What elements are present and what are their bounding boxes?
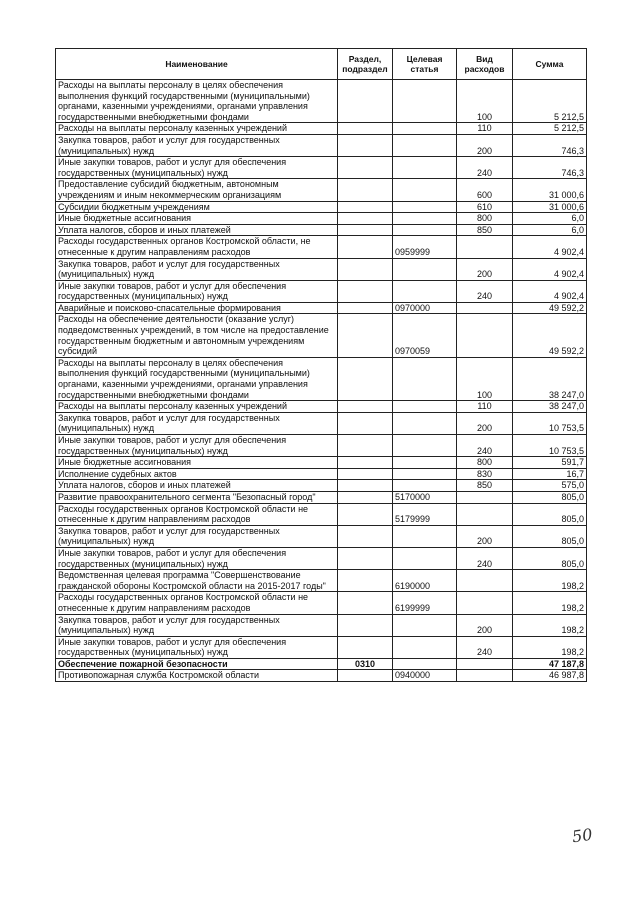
row-sum-cell: 805,0 — [513, 547, 587, 569]
row-sum-cell: 49 592,2 — [513, 314, 587, 357]
row-article-cell — [393, 357, 457, 400]
row-section-cell — [338, 435, 393, 457]
row-article-cell — [393, 179, 457, 201]
row-article-cell — [393, 614, 457, 636]
row-section-cell — [338, 592, 393, 614]
header-type: Вид расходов — [457, 49, 513, 80]
row-sum-cell: 198,2 — [513, 614, 587, 636]
row-sum-cell: 805,0 — [513, 525, 587, 547]
row-section-cell — [338, 357, 393, 400]
row-section-cell — [338, 457, 393, 469]
row-section-cell — [338, 134, 393, 156]
table-row — [56, 636, 587, 658]
row-type-cell: 110 — [457, 123, 513, 135]
row-type-cell: 240 — [457, 435, 513, 457]
row-sum-cell: 198,2 — [513, 636, 587, 658]
row-article-cell — [393, 435, 457, 457]
row-article-cell: 5179999 — [393, 503, 457, 525]
row-name-cell: Иные закупки товаров, работ и услуг для обеспечения государственных (муниципальных) нужд — [56, 157, 338, 179]
row-section-cell — [338, 525, 393, 547]
row-type-cell: 800 — [457, 213, 513, 225]
row-sum-cell: 746,3 — [513, 157, 587, 179]
row-sum-cell: 38 247,0 — [513, 401, 587, 413]
row-sum-cell: 5 212,5 — [513, 123, 587, 135]
row-name-cell: Расходы государственных органов Костромской области не отнесенные к другим направлениям расходов — [56, 503, 338, 525]
row-article-cell: 6190000 — [393, 570, 457, 592]
row-sum-cell: 198,2 — [513, 592, 587, 614]
row-name-cell: Расходы на выплаты персоналу казенных учреждений — [56, 123, 338, 135]
table-row — [56, 570, 587, 592]
row-type-cell — [457, 570, 513, 592]
row-section-cell — [338, 401, 393, 413]
row-section-cell — [338, 547, 393, 569]
row-type-cell: 200 — [457, 258, 513, 280]
row-article-cell — [393, 123, 457, 135]
row-type-cell — [457, 236, 513, 258]
row-article-cell — [393, 401, 457, 413]
row-sum-cell: 746,3 — [513, 134, 587, 156]
row-sum-cell: 198,2 — [513, 570, 587, 592]
row-section-cell — [338, 302, 393, 314]
row-article-cell — [393, 224, 457, 236]
table-row — [56, 224, 587, 236]
row-type-cell: 240 — [457, 157, 513, 179]
row-section-cell — [338, 570, 393, 592]
row-sum-cell: 805,0 — [513, 503, 587, 525]
row-article-cell — [393, 468, 457, 480]
row-name-cell: Иные закупки товаров, работ и услуг для обеспечения государственных (муниципальных) нужд — [56, 280, 338, 302]
row-sum-cell: 49 592,2 — [513, 302, 587, 314]
table-row — [56, 157, 587, 179]
budget-document — [55, 48, 587, 682]
row-type-cell: 850 — [457, 224, 513, 236]
row-sum-cell: 10 753,5 — [513, 435, 587, 457]
row-name-cell: Аварийные и поисково-спасательные формирования — [56, 302, 338, 314]
row-section-cell — [338, 670, 393, 682]
row-article-cell — [393, 157, 457, 179]
budget-table — [55, 48, 587, 682]
row-article-cell — [393, 480, 457, 492]
row-article-cell: 0959999 — [393, 236, 457, 258]
table-row — [56, 592, 587, 614]
table-row — [56, 357, 587, 400]
row-name-cell: Иные закупки товаров, работ и услуг для обеспечения государственных (муниципальных) нужд — [56, 547, 338, 569]
header-name: Наименование — [56, 49, 338, 80]
row-type-cell — [457, 503, 513, 525]
row-section-cell — [338, 636, 393, 658]
row-section-cell — [338, 80, 393, 123]
row-section-cell — [338, 201, 393, 213]
row-type-cell — [457, 302, 513, 314]
table-row — [56, 401, 587, 413]
row-article-cell — [393, 213, 457, 225]
row-sum-cell: 38 247,0 — [513, 357, 587, 400]
table-body — [56, 80, 587, 682]
row-section-cell — [338, 412, 393, 434]
row-name-cell: Закупка товаров, работ и услуг для государственных (муниципальных) нужд — [56, 134, 338, 156]
row-type-cell — [457, 658, 513, 670]
row-name-cell: Закупка товаров, работ и услуг для государственных (муниципальных) нужд — [56, 412, 338, 434]
table-row — [56, 480, 587, 492]
row-section-cell — [338, 280, 393, 302]
row-type-cell: 100 — [457, 80, 513, 123]
row-sum-cell: 31 000,6 — [513, 179, 587, 201]
header-section: Раздел, подраздел — [338, 49, 393, 80]
row-article-cell — [393, 258, 457, 280]
row-sum-cell: 10 753,5 — [513, 412, 587, 434]
row-type-cell: 850 — [457, 480, 513, 492]
row-name-cell: Развитие правоохранительного сегмента "Безопасный город" — [56, 491, 338, 503]
row-type-cell — [457, 314, 513, 357]
row-section-cell — [338, 314, 393, 357]
row-name-cell: Иные бюджетные ассигнования — [56, 213, 338, 225]
row-sum-cell: 591,7 — [513, 457, 587, 469]
row-name-cell: Расходы государственных органов Костромской области, не отнесенные к другим направлениям расходов — [56, 236, 338, 258]
row-name-cell: Уплата налогов, сборов и иных платежей — [56, 224, 338, 236]
page-number: 50 — [570, 824, 594, 847]
row-type-cell: 110 — [457, 401, 513, 413]
table-row — [56, 503, 587, 525]
row-type-cell — [457, 592, 513, 614]
row-name-cell: Закупка товаров, работ и услуг для государственных (муниципальных) нужд — [56, 614, 338, 636]
row-type-cell: 240 — [457, 280, 513, 302]
row-name-cell: Обеспечение пожарной безопасности — [56, 658, 338, 670]
row-type-cell: 610 — [457, 201, 513, 213]
row-type-cell: 600 — [457, 179, 513, 201]
row-type-cell: 800 — [457, 457, 513, 469]
row-sum-cell: 46 987,8 — [513, 670, 587, 682]
row-name-cell: Субсидии бюджетным учреждениям — [56, 201, 338, 213]
table-header-row — [56, 49, 587, 80]
row-name-cell: Противопожарная служба Костромской области — [56, 670, 338, 682]
row-type-cell — [457, 670, 513, 682]
row-article-cell: 6199999 — [393, 592, 457, 614]
table-row — [56, 547, 587, 569]
row-article-cell — [393, 525, 457, 547]
row-section-cell — [338, 503, 393, 525]
table-row — [56, 468, 587, 480]
row-article-cell: 0970000 — [393, 302, 457, 314]
row-article-cell — [393, 80, 457, 123]
row-name-cell: Иные закупки товаров, работ и услуг для обеспечения государственных (муниципальных) нужд — [56, 435, 338, 457]
row-name-cell: Иные закупки товаров, работ и услуг для обеспечения государственных (муниципальных) нужд — [56, 636, 338, 658]
row-section-cell — [338, 224, 393, 236]
row-type-cell: 200 — [457, 134, 513, 156]
table-row — [56, 258, 587, 280]
row-section-cell — [338, 213, 393, 225]
row-name-cell: Расходы на обеспечение деятельности (оказание услуг) подведомственных учреждений, в том числе на предоставление государственным бюджетным и автономным учреждениям субсидий — [56, 314, 338, 357]
row-section-cell — [338, 480, 393, 492]
row-article-cell — [393, 412, 457, 434]
table-row — [56, 614, 587, 636]
row-name-cell: Расходы на выплаты персоналу казенных учреждений — [56, 401, 338, 413]
row-article-cell: 5170000 — [393, 491, 457, 503]
table-row — [56, 491, 587, 503]
table-row — [56, 213, 587, 225]
table-row — [56, 457, 587, 469]
row-article-cell — [393, 457, 457, 469]
row-sum-cell: 4 902,4 — [513, 280, 587, 302]
row-section-cell — [338, 491, 393, 503]
row-name-cell: Расходы на выплаты персоналу в целях обеспечения выполнения функций государственными (муниципальными) органами, казенными учреждениями, органами управления государственными внебюджетными фондами — [56, 357, 338, 400]
table-row — [56, 280, 587, 302]
row-name-cell: Расходы государственных органов Костромской области не отнесенные к другим направлениям расходов — [56, 592, 338, 614]
row-name-cell: Иные бюджетные ассигнования — [56, 457, 338, 469]
row-name-cell: Ведомственная целевая программа "Совершенствование гражданской обороны Костромской области на 2015-2017 годы" — [56, 570, 338, 592]
row-article-cell — [393, 201, 457, 213]
row-article-cell: 0970059 — [393, 314, 457, 357]
row-type-cell — [457, 491, 513, 503]
row-name-cell: Исполнение судебных актов — [56, 468, 338, 480]
row-section-cell — [338, 123, 393, 135]
row-sum-cell: 805,0 — [513, 491, 587, 503]
row-article-cell — [393, 280, 457, 302]
table-row — [56, 123, 587, 135]
table-row — [56, 314, 587, 357]
row-section-cell: 0310 — [338, 658, 393, 670]
row-section-cell — [338, 468, 393, 480]
row-sum-cell: 6,0 — [513, 224, 587, 236]
row-name-cell: Расходы на выплаты персоналу в целях обеспечения выполнения функций государственными (муниципальными) органами, казенными учреждениями, органами управления государственными внебюджетными фондами — [56, 80, 338, 123]
row-sum-cell: 47 187,8 — [513, 658, 587, 670]
table-row — [56, 670, 587, 682]
row-sum-cell: 5 212,5 — [513, 80, 587, 123]
row-type-cell: 240 — [457, 636, 513, 658]
table-row — [56, 134, 587, 156]
row-sum-cell: 16,7 — [513, 468, 587, 480]
row-article-cell — [393, 134, 457, 156]
row-article-cell — [393, 658, 457, 670]
row-section-cell — [338, 258, 393, 280]
header-article: Целевая статья — [393, 49, 457, 80]
row-type-cell: 200 — [457, 614, 513, 636]
row-name-cell: Закупка товаров, работ и услуг для государственных (муниципальных) нужд — [56, 258, 338, 280]
row-article-cell — [393, 547, 457, 569]
row-name-cell: Уплата налогов, сборов и иных платежей — [56, 480, 338, 492]
row-type-cell: 240 — [457, 547, 513, 569]
row-section-cell — [338, 236, 393, 258]
row-type-cell: 100 — [457, 357, 513, 400]
table-row — [56, 236, 587, 258]
table-row — [56, 201, 587, 213]
row-section-cell — [338, 179, 393, 201]
row-article-cell: 0940000 — [393, 670, 457, 682]
row-article-cell — [393, 636, 457, 658]
table-row — [56, 525, 587, 547]
table-row — [56, 302, 587, 314]
table-row — [56, 80, 587, 123]
table-row — [56, 658, 587, 670]
table-row — [56, 412, 587, 434]
table-row — [56, 435, 587, 457]
table-row — [56, 179, 587, 201]
row-sum-cell: 4 902,4 — [513, 258, 587, 280]
row-sum-cell: 4 902,4 — [513, 236, 587, 258]
row-sum-cell: 31 000,6 — [513, 201, 587, 213]
row-sum-cell: 575,0 — [513, 480, 587, 492]
row-sum-cell: 6,0 — [513, 213, 587, 225]
row-name-cell: Закупка товаров, работ и услуг для государственных (муниципальных) нужд — [56, 525, 338, 547]
header-sum: Сумма — [513, 49, 587, 80]
row-section-cell — [338, 614, 393, 636]
row-type-cell: 200 — [457, 412, 513, 434]
row-type-cell: 200 — [457, 525, 513, 547]
row-type-cell: 830 — [457, 468, 513, 480]
row-name-cell: Предоставление субсидий бюджетным, автономным учреждениям и иным некоммерческим организациям — [56, 179, 338, 201]
row-section-cell — [338, 157, 393, 179]
